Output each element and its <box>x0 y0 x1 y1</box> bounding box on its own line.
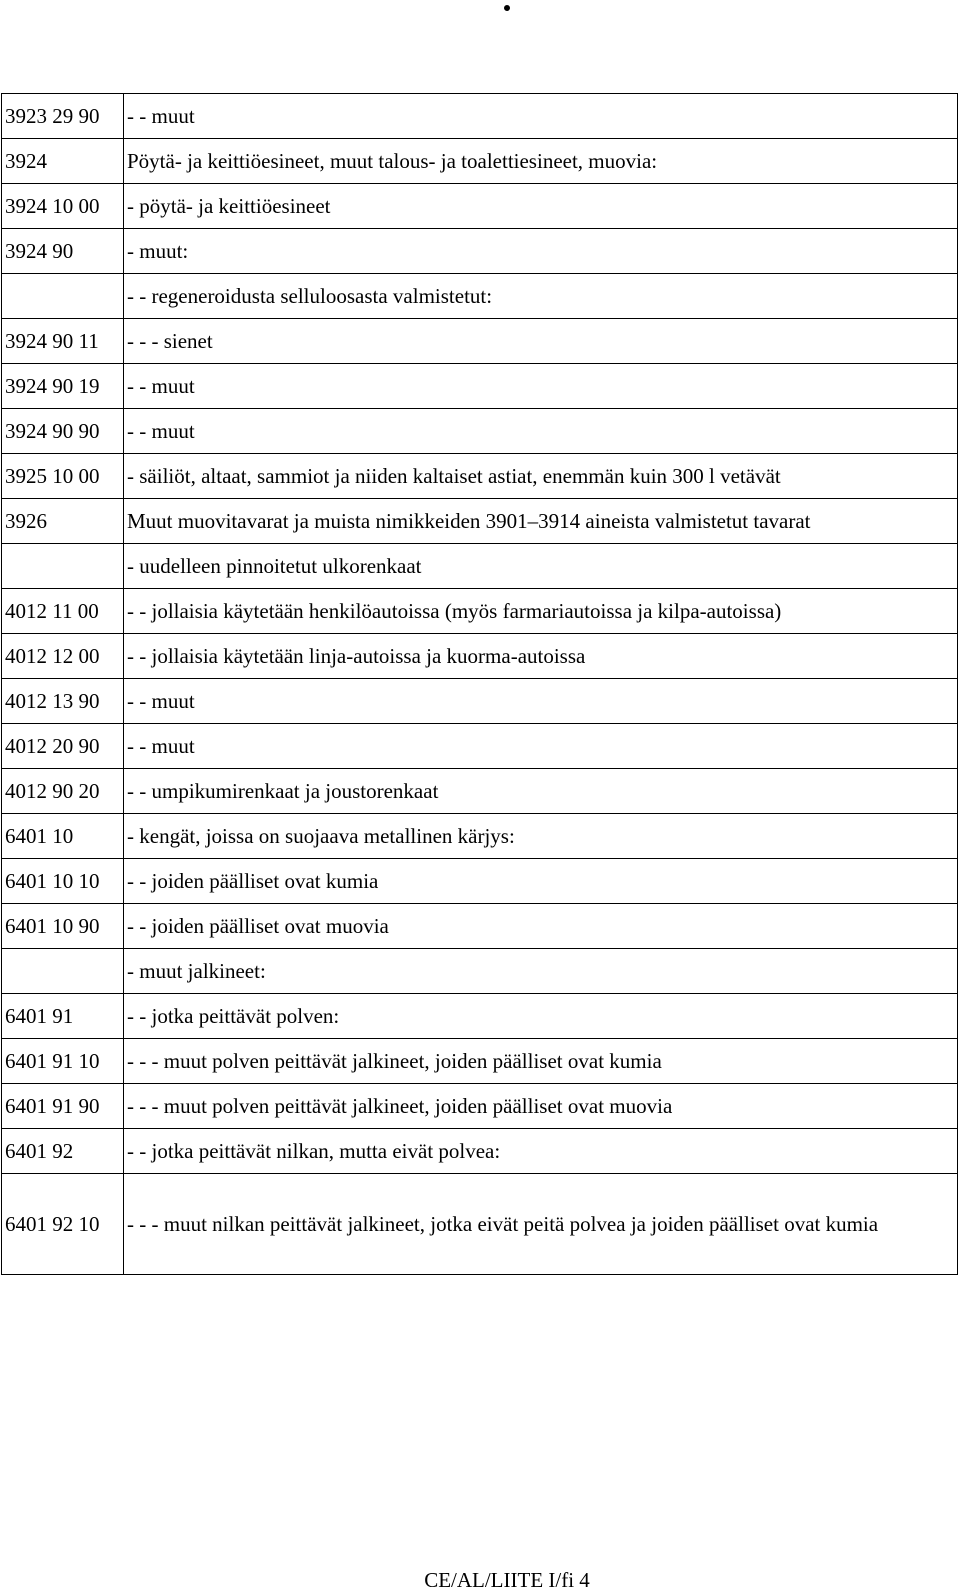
table-row <box>2 769 958 814</box>
description-cell: - - muut <box>124 409 958 454</box>
description-cell: Muut muovitavarat ja muista nimikkeiden 3901–3914 aineista valmistetut tavarat <box>124 499 958 544</box>
page-footer: CE/AL/LIITE I/fi 4 <box>424 1568 590 1592</box>
code-cell: 4012 13 90 <box>2 679 124 724</box>
code-cell: 6401 92 <box>2 1129 124 1174</box>
table-row <box>2 499 958 544</box>
table-row <box>2 184 958 229</box>
description-cell: - muut jalkineet: <box>124 949 958 994</box>
table-row <box>2 994 958 1039</box>
description-cell: - - regeneroidusta selluloosasta valmistetut: <box>124 274 958 319</box>
description-cell: - - muut <box>124 724 958 769</box>
code-cell <box>2 949 124 994</box>
table-row <box>2 229 958 274</box>
code-cell: 4012 20 90 <box>2 724 124 769</box>
description-cell: - - - sienet <box>124 319 958 364</box>
code-cell: 4012 12 00 <box>2 634 124 679</box>
table-row <box>2 454 958 499</box>
description-cell: - - jollaisia käytetään henkilöautoissa (myös farmariautoissa ja kilpa-autoissa) <box>124 589 958 634</box>
description-cell: Pöytä- ja keittiöesineet, muut talous- ja toalettiesineet, muovia: <box>124 139 958 184</box>
table-row <box>2 364 958 409</box>
description-cell: - - muut <box>124 364 958 409</box>
table-row <box>2 544 958 589</box>
table-row <box>2 1084 958 1129</box>
table-row <box>2 634 958 679</box>
code-cell: 6401 10 90 <box>2 904 124 949</box>
description-cell: - säiliöt, altaat, sammiot ja niiden kaltaiset astiat, enemmän kuin 300 l vetävät <box>124 454 958 499</box>
code-cell: 3924 90 90 <box>2 409 124 454</box>
table-row <box>2 409 958 454</box>
table-row <box>2 319 958 364</box>
description-cell: - kengät, joissa on suojaava metallinen kärjys: <box>124 814 958 859</box>
code-cell: 6401 10 <box>2 814 124 859</box>
description-cell: - - jotka peittävät nilkan, mutta eivät polvea: <box>124 1129 958 1174</box>
code-cell: 6401 92 10 <box>2 1174 124 1275</box>
description-cell: - muut: <box>124 229 958 274</box>
code-cell: 3926 <box>2 499 124 544</box>
description-cell: - - - muut polven peittävät jalkineet, joiden päälliset ovat muovia <box>124 1084 958 1129</box>
table-row <box>2 94 958 139</box>
table-row <box>2 1039 958 1084</box>
table-row <box>2 589 958 634</box>
code-cell: 3925 10 00 <box>2 454 124 499</box>
table-row <box>2 724 958 769</box>
table-row <box>2 1129 958 1174</box>
code-cell: 6401 91 <box>2 994 124 1039</box>
code-cell: 3923 29 90 <box>2 94 124 139</box>
code-cell: 6401 10 10 <box>2 859 124 904</box>
description-cell: - - muut <box>124 94 958 139</box>
table-row <box>2 904 958 949</box>
code-cell: 6401 91 90 <box>2 1084 124 1129</box>
description-cell: - - jotka peittävät polven: <box>124 994 958 1039</box>
code-cell <box>2 544 124 589</box>
bullet-dot <box>504 5 510 11</box>
description-cell: - - joiden päälliset ovat kumia <box>124 859 958 904</box>
description-cell: - - muut <box>124 679 958 724</box>
table-row <box>2 274 958 319</box>
description-cell: - - - muut polven peittävät jalkineet, joiden päälliset ovat kumia <box>124 1039 958 1084</box>
code-cell: 4012 11 00 <box>2 589 124 634</box>
tariff-code-table <box>1 93 958 1275</box>
description-cell: - uudelleen pinnoitetut ulkorenkaat <box>124 544 958 589</box>
table-row <box>2 859 958 904</box>
code-cell: 3924 10 00 <box>2 184 124 229</box>
code-cell: 3924 <box>2 139 124 184</box>
description-cell: - - - muut nilkan peittävät jalkineet, jotka eivät peitä polvea ja joiden päälliset ovat kumia <box>124 1174 958 1275</box>
code-cell: 3924 90 19 <box>2 364 124 409</box>
table-row <box>2 1174 958 1275</box>
code-cell: 6401 91 10 <box>2 1039 124 1084</box>
table-row <box>2 679 958 724</box>
code-cell: 4012 90 20 <box>2 769 124 814</box>
code-cell: 3924 90 11 <box>2 319 124 364</box>
description-cell: - - joiden päälliset ovat muovia <box>124 904 958 949</box>
description-cell: - - umpikumirenkaat ja joustorenkaat <box>124 769 958 814</box>
description-cell: - - jollaisia käytetään linja-autoissa ja kuorma-autoissa <box>124 634 958 679</box>
table-row <box>2 949 958 994</box>
code-cell: 3924 90 <box>2 229 124 274</box>
table-row <box>2 139 958 184</box>
description-cell: - pöytä- ja keittiöesineet <box>124 184 958 229</box>
code-cell <box>2 274 124 319</box>
table-row <box>2 814 958 859</box>
